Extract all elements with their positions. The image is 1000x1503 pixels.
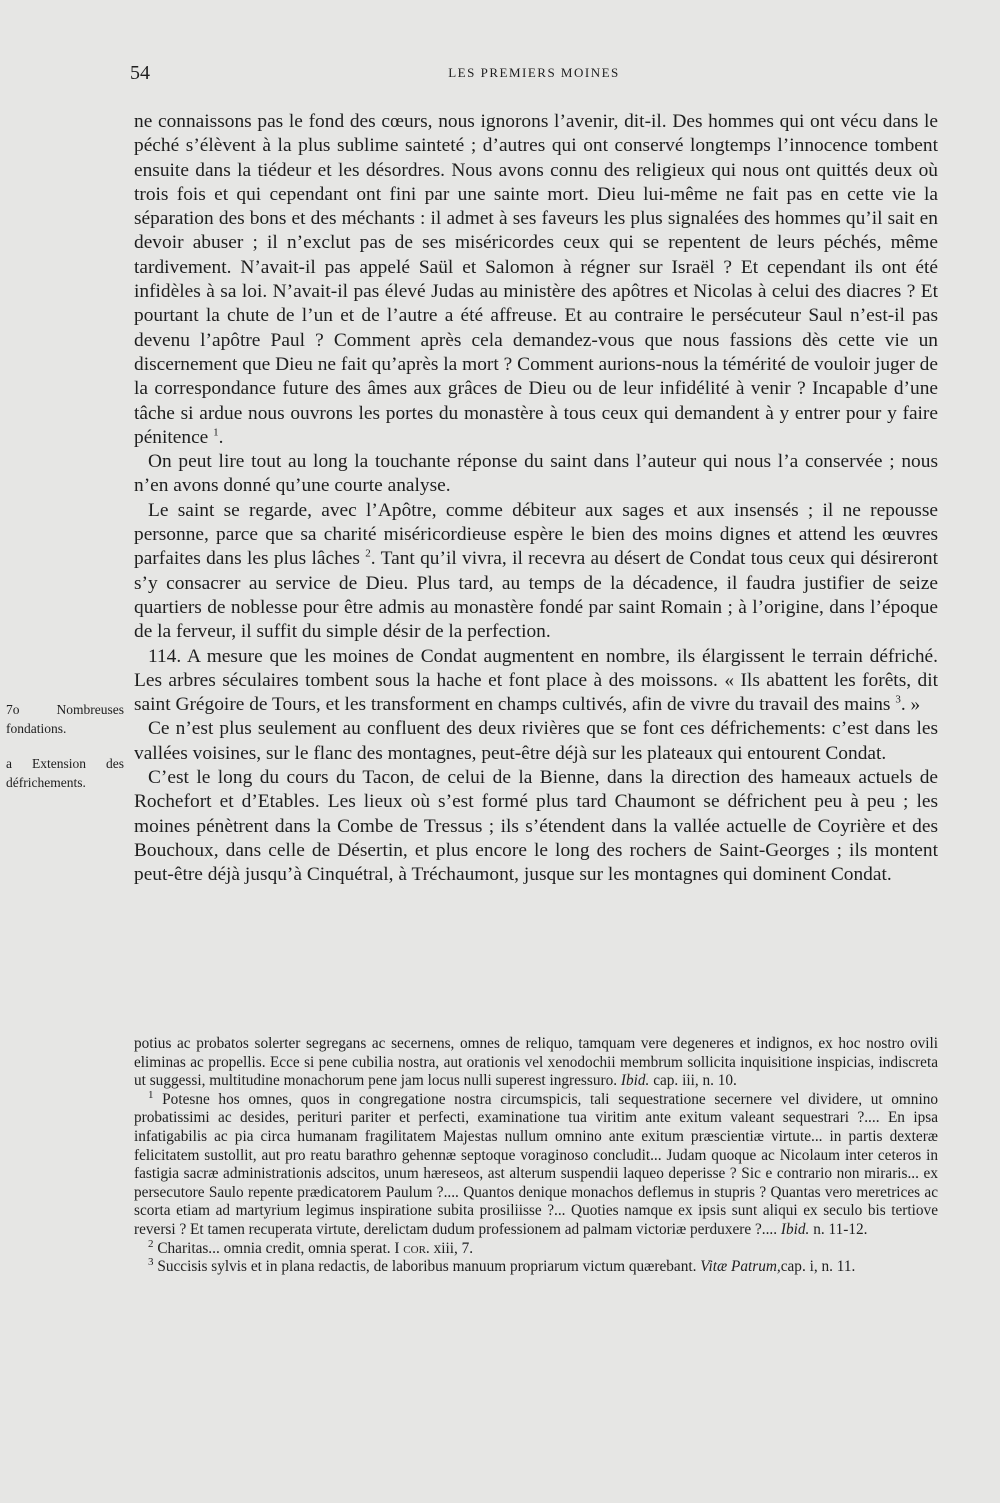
paragraph-text: Le saint se regarde, avec l’Apôtre, comme débiteur aux sages et aux insensés ; il ne repousse personne, parce que sa charité miséricordieuse espère le bien des moins dignes et attend les œuvres parfaites dans les plus lâches (134, 499, 938, 570)
footnote-text: Succisis sylvis et in plana redactis, de laboribus manuum propriarum victum quærebant. (157, 1258, 697, 1276)
footnote (134, 1088, 938, 1240)
footnote-citation: Ibid. (780, 1220, 810, 1238)
main-text (134, 110, 938, 888)
footnote-citation: Ibid. (620, 1072, 650, 1090)
page-header (130, 62, 938, 86)
footnote-ref: 2 (365, 547, 371, 560)
page-number: 54 (130, 62, 150, 84)
paragraph (134, 110, 938, 450)
paragraph-text: 114. A mesure que les moines de Condat augmentent en nombre, ils élargissent le terrain défriché. Les arbres séculaires tombent sous la hache et font place à des moissons. « Ils abattent les forêts, dit saint Grégoire de Tours, et les transforment en champs cultivés, afin de vivre du travail des mains (134, 645, 938, 716)
footnote-number: 1 (148, 1088, 154, 1101)
paragraph: On peut lire tout au long la touchante réponse du saint dans l’auteur qui nous l’a conservée ; nous n’en avons donné qu’une courte analyse. (134, 451, 938, 497)
paragraph-text: . (218, 426, 224, 448)
footnote-text: n. 11-12. (813, 1220, 868, 1238)
paragraph: Ce n’est plus seulement au confluent des deux rivières que se font ces défrichements: c’est dans les vallées voisines, sur le flanc des montagnes, peut-être déjà sur les plateaux qui entourent Condat. (134, 718, 938, 764)
paragraph-text: . Tant qu’il vivra, il recevra au désert de Condat tous ceux qui désireront s’y consacrer au service de Dieu. Plus tard, au temps de la décadence, il faudra justifier de seize quartiers de noblesse pour être admis au monastère fondé par saint Romain ; à l’origine, dans l’époque de la ferveur, il suffit du simple désir de la perfection. (134, 548, 938, 643)
footnote-text: potius ac probatos solerter segregans ac secernens, omnes de reliquo, tamquam vere degeneres et indignos, ex hoc nostro ovili eliminas ac propellis. Ecce si pene cubilia nostra, aut orationis vel xenodochii membrum sollicita inquisitione inspicias, indiscreta ut suggessi, multitudine monachorum pene jam locus nulli superest ingressuro. (134, 1035, 938, 1090)
footnote-text: xiii, 7. (433, 1239, 474, 1257)
footnote-text: Charitas... omnia credit, omnia sperat. I (157, 1239, 400, 1257)
footnote-ref: 3 (895, 693, 901, 706)
paragraph-text: ne connaissons pas le fond des cœurs, nous ignorons l’avenir, dit-il. Des hommes qui ont vécu dans le péché s’élèvent à la plus sublime sainteté ; d’autres qui ont conservé longtemps l’innocence tombent ensuite dans la tiédeur et les désordres. Nous avons connu des religieux qui nous ont quittés deux où trois fois et qui cependant ont fini par une sainte mort. Dieu lui-même ne fait pas en cette vie la séparation des bons et des méchants : il admet à ses faveurs les plus signalées des hommes qu’il sait en devoir abuser ; il n’exclut pas de ses miséricordes ceux qui se repentent de leurs péchés, même tardivement. N’avait-il pas appelé Saül et Salomon à régner sur Israël ? Et cependant ils ont été infidèles à sa loi. N’avait-il pas élevé Judas au ministère des apôtres et Nicolas à celui des diacres ? Et pourtant la chute de l’un et de l’autre a été affreuse. Et au contraire le persécuteur Saul n’est-il pas devenu l’apôtre Paul ? Comment après cela demandez-vous que nous fassions dès cette vie un discernement que Dieu ne fait qu’après la mort ? Comment aurions-nous la témérité de vouloir juger de la correspondance future des âmes aux grâces de Dieu ou de leur infidélité à venir ? Incapable d’une tâche si ardue nous ouvrons les portes du monastère à tous ceux qui demandent à y entrer pour y faire pénitence (134, 111, 938, 448)
footnote-ref: 1 (213, 426, 219, 439)
footnotes (134, 1035, 938, 1277)
footnote (134, 1237, 938, 1259)
footnote-number: 3 (148, 1256, 154, 1269)
footnote-citation: Vitæ Patrum, (700, 1258, 781, 1276)
paragraph-text: . » (900, 694, 921, 716)
margin-note: 7o Nombreuses fondations. (6, 702, 124, 736)
footnote-citation: cor. (403, 1239, 430, 1257)
margin-note: a Extension des défrichements. (6, 756, 124, 790)
footnote-number: 2 (148, 1237, 154, 1250)
footnote-text: Potesne hos omnes, quos in congregatione nostra circumspicis, tali sequestratione secernere vel dividere, ut omnino probatissimi ac desides, perituri pariter et perfecti, examinatione tua viritim ante exitum valeant sequestrari ?.... En ipsa infatigabilis ac pia circa humanam fragilitatem Majestas nullum omnino ante exitum præscientiæ virtute... in partis dexteræ felicitatem sustollit, aut pro reatu barathro gehennæ septoque voraginoso concludit... Judam quoque ac Nicolaum inter ceteros in fastigia sacræ administrationis adscitos, unum hæreseos, ast alterum suspendii laqueo deperisse ? Sic e contrario non miraris... ex persecutore Saulo repente prædicatorem Paulum ?.... Quantos denique monachos deflemus in stupris ? Quantas vero meretrices ac scorta etiam ad martyrium legimus inspiratione subita prosiliisse ?... Quoties namque ex ipsis sunt aliqui ex seculo bis tertiove reversi ? Et tamen recuperata virtute, derelictam dudum professionem ad palmam victoriæ perduxere ?.... (134, 1090, 938, 1238)
paragraph (134, 645, 938, 718)
footnote-continuation (134, 1035, 938, 1091)
footnote (134, 1258, 938, 1277)
paragraph: C’est le long du cours du Tacon, de celui de la Bienne, dans la direction des hameaux actuels de Rochefort et d’Etables. Les lieux où s’est formé plus tard Chaumont se défrichent peu à peu ; les moines pénètrent dans la Combe de Tressus ; ils s’étendent dans la vallée actuelle de Coyrière et des Bouchoux, dans celle de Désertin, et plus encore le long des rochers de Saint-Georges ; ils montent peut-être déjà jusqu’à Cinquétral, à Tréchaumont, jusque sur les montagnes qui dominent Condat. (134, 767, 938, 886)
running-title: LES PREMIERS MOINES (448, 65, 620, 80)
paragraph (134, 499, 938, 645)
footnote-text: cap. iii, n. 10. (653, 1072, 737, 1090)
footnote-text: cap. i, n. 11. (780, 1258, 856, 1276)
